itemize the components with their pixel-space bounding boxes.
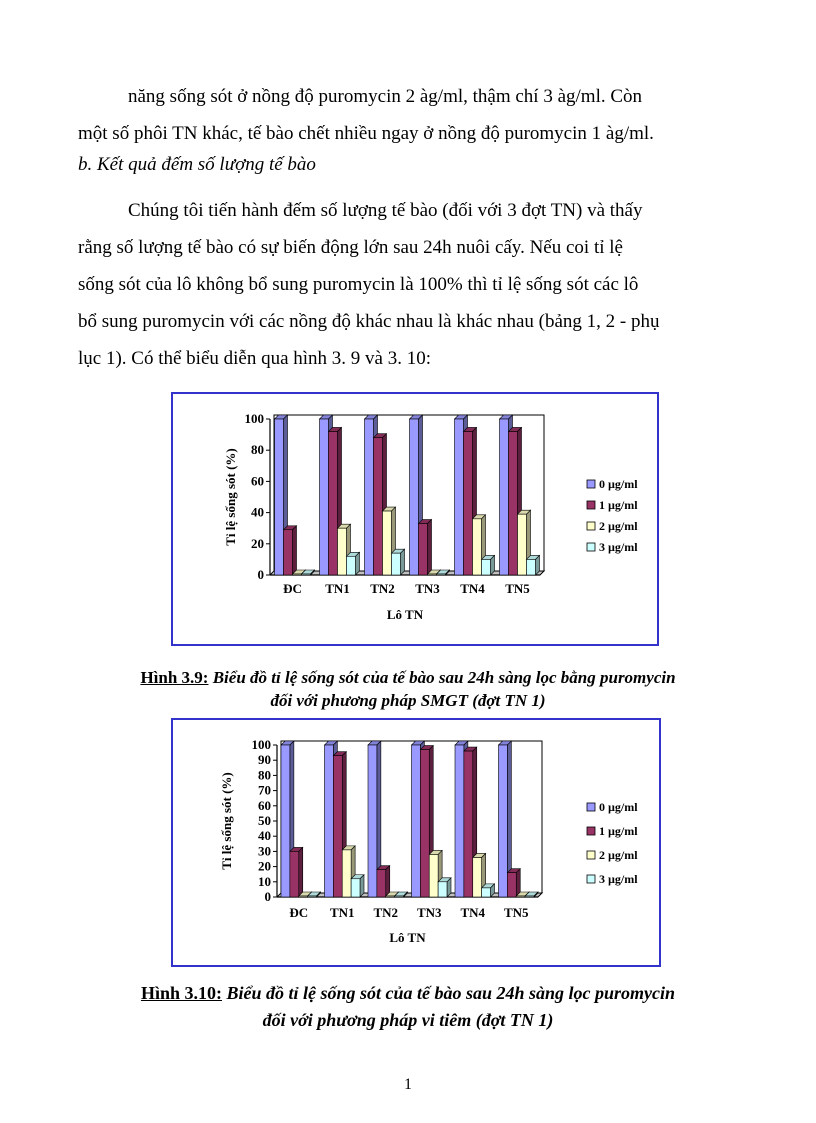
paragraph-1 — [78, 78, 746, 152]
bar — [527, 559, 536, 575]
paragraph-line: lục 1). Có thể biểu diễn qua hình 3. 9 và 3. 10: — [78, 348, 432, 369]
bar — [507, 873, 516, 897]
chart-svg — [173, 394, 657, 644]
x-tick-label: TN5 — [505, 581, 530, 596]
bar — [342, 850, 351, 897]
x-tick-label: ĐC — [289, 905, 309, 920]
y-tick-label: 0 — [257, 567, 264, 582]
legend-label: 1 µg/ml — [599, 824, 638, 838]
x-tick-label: TN1 — [329, 905, 355, 920]
y-tick-label: 10 — [258, 873, 271, 889]
legend-swatch — [587, 522, 595, 530]
bar-side — [299, 847, 303, 897]
bar — [325, 745, 334, 897]
caption-label: Hình 3.9: — [140, 668, 209, 687]
caption-line-1 — [40, 980, 776, 1007]
paragraph-line: rằng số lượng tế bào có sự biến động lớn sau 24h nuôi cấy. Nếu coi tỉ lệ — [78, 237, 623, 258]
paragraph-2 — [78, 192, 746, 377]
bar — [308, 896, 317, 897]
bar — [377, 870, 386, 897]
legend-label: 3 µg/ml — [599, 540, 638, 554]
bar — [302, 574, 311, 575]
caption-line-1 — [40, 666, 776, 689]
bar — [455, 745, 464, 897]
y-axis-label: Tỉ lệ sống sót (%) — [223, 448, 238, 546]
bar — [365, 419, 374, 575]
chart-figure-3-9 — [171, 392, 659, 646]
bar — [299, 896, 308, 897]
bar — [412, 745, 421, 897]
bar — [482, 888, 491, 897]
bar — [275, 419, 284, 575]
bar — [473, 519, 482, 575]
y-tick-label: 60 — [258, 797, 271, 813]
y-tick-label: 90 — [258, 752, 271, 768]
x-axis-label: Lô TN — [386, 607, 424, 622]
x-tick-label: TN1 — [325, 581, 350, 596]
figure-caption-3-10 — [40, 980, 776, 1034]
bar — [429, 854, 438, 897]
y-tick-label: 20 — [251, 535, 264, 551]
legend-swatch — [587, 851, 595, 859]
bar-side — [428, 520, 432, 575]
y-tick-label: 50 — [258, 813, 271, 828]
legend-label: 1 µg/ml — [599, 498, 638, 512]
caption-line-2: đối với phương pháp vi tiêm (đợt TN 1) — [262, 1010, 554, 1030]
legend-label: 0 µg/ml — [599, 800, 638, 814]
bar — [284, 530, 293, 575]
bar — [293, 574, 302, 575]
y-tick-label: 80 — [251, 442, 264, 458]
y-tick-label: 40 — [258, 828, 271, 844]
y-tick-label: 100 — [244, 411, 264, 426]
bar — [329, 431, 338, 575]
bar-side — [356, 552, 360, 575]
page-number: 1 — [404, 1076, 412, 1093]
legend-swatch — [587, 875, 595, 883]
y-tick-label: 80 — [258, 767, 271, 783]
bar — [518, 514, 527, 575]
figure-caption-3-9 — [40, 666, 776, 712]
bar — [419, 524, 428, 575]
legend-swatch — [587, 543, 595, 551]
caption-label: Hình 3.10: — [140, 983, 222, 1003]
bar — [525, 896, 534, 897]
bar — [464, 431, 473, 575]
bar — [395, 896, 404, 897]
paragraph-line: bổ sung puromycin với các nồng độ khác nhau là khác nhau (bảng 1, 2 - phụ — [78, 311, 660, 332]
bar — [473, 857, 482, 897]
section-heading: b. Kết quả đếm số lượng tế bào — [78, 154, 316, 175]
x-tick-label: ĐC — [283, 581, 302, 596]
bar — [516, 896, 525, 897]
bar — [428, 574, 437, 575]
bar — [374, 438, 383, 575]
chart-figure-3-10 — [171, 718, 661, 967]
bar — [420, 750, 429, 897]
bar — [437, 574, 446, 575]
bar — [386, 896, 395, 897]
y-tick-label: 30 — [258, 843, 271, 859]
bar — [438, 882, 447, 897]
x-tick-label: TN3 — [416, 905, 442, 920]
bar — [509, 431, 518, 575]
x-tick-label: TN5 — [503, 905, 529, 920]
bar — [281, 745, 290, 897]
bar — [410, 419, 419, 575]
legend-swatch — [587, 803, 595, 811]
bar-side — [293, 526, 297, 575]
legend-label: 3 µg/ml — [599, 872, 638, 886]
y-tick-label: 70 — [258, 782, 271, 798]
y-tick-label: 0 — [264, 889, 271, 904]
bar-side — [401, 549, 405, 575]
bar — [338, 528, 347, 575]
bar — [290, 851, 299, 897]
y-tick-label: 100 — [251, 737, 271, 752]
caption-text: Biểu đồ tỉ lệ sống sót của tế bào sau 24h sàng lọc bằng puromycin — [212, 668, 676, 687]
paragraph-line: sống sót của lô không bổ sung puromycin là 100% thì tỉ lệ sống sót các lô — [78, 274, 639, 295]
bar — [464, 751, 473, 897]
bar — [392, 553, 401, 575]
bar — [320, 419, 329, 575]
paragraph-line: Chúng tôi tiến hành đếm số lượng tế bào (đối với 3 đợt TN) và thấy — [128, 200, 643, 221]
bar — [333, 756, 342, 897]
bar — [347, 556, 356, 575]
y-tick-label: 20 — [258, 858, 271, 874]
bar — [368, 745, 377, 897]
x-tick-label: TN3 — [415, 581, 440, 596]
y-tick-label: 40 — [251, 504, 264, 520]
bar — [351, 879, 360, 897]
legend-label: 0 µg/ml — [599, 477, 638, 491]
chart-svg — [173, 720, 659, 965]
y-axis-label: Tỉ lệ sống sót (%) — [219, 772, 234, 870]
y-tick-label: 60 — [251, 473, 264, 489]
legend-swatch — [587, 480, 595, 488]
caption-text: Biểu đồ tỉ lệ sống sót của tế bào sau 24h sàng lọc puromycin — [226, 983, 676, 1003]
bar — [383, 511, 392, 575]
legend-swatch — [587, 827, 595, 835]
legend-label: 2 µg/ml — [599, 519, 638, 533]
bar — [482, 559, 491, 575]
paragraph-line: năng sống sót ở nồng độ puromycin 2 àg/ml, thậm chí 3 àg/ml. Còn — [128, 86, 643, 107]
bar — [455, 419, 464, 575]
x-tick-label: TN4 — [460, 905, 486, 920]
caption-line-2: đối với phương pháp SMGT (đợt TN 1) — [270, 691, 546, 710]
x-tick-label: TN2 — [370, 581, 395, 596]
x-axis-label: Lô TN — [389, 930, 426, 945]
paragraph-line: một số phôi TN khác, tế bào chết nhiều ngay ở nồng độ puromycin 1 àg/ml. — [78, 123, 654, 144]
x-tick-label: TN4 — [460, 581, 485, 596]
legend-label: 2 µg/ml — [599, 848, 638, 862]
legend-swatch — [587, 501, 595, 509]
bar — [499, 745, 508, 897]
bar-side — [360, 875, 364, 897]
x-tick-label: TN2 — [373, 905, 399, 920]
bar — [500, 419, 509, 575]
